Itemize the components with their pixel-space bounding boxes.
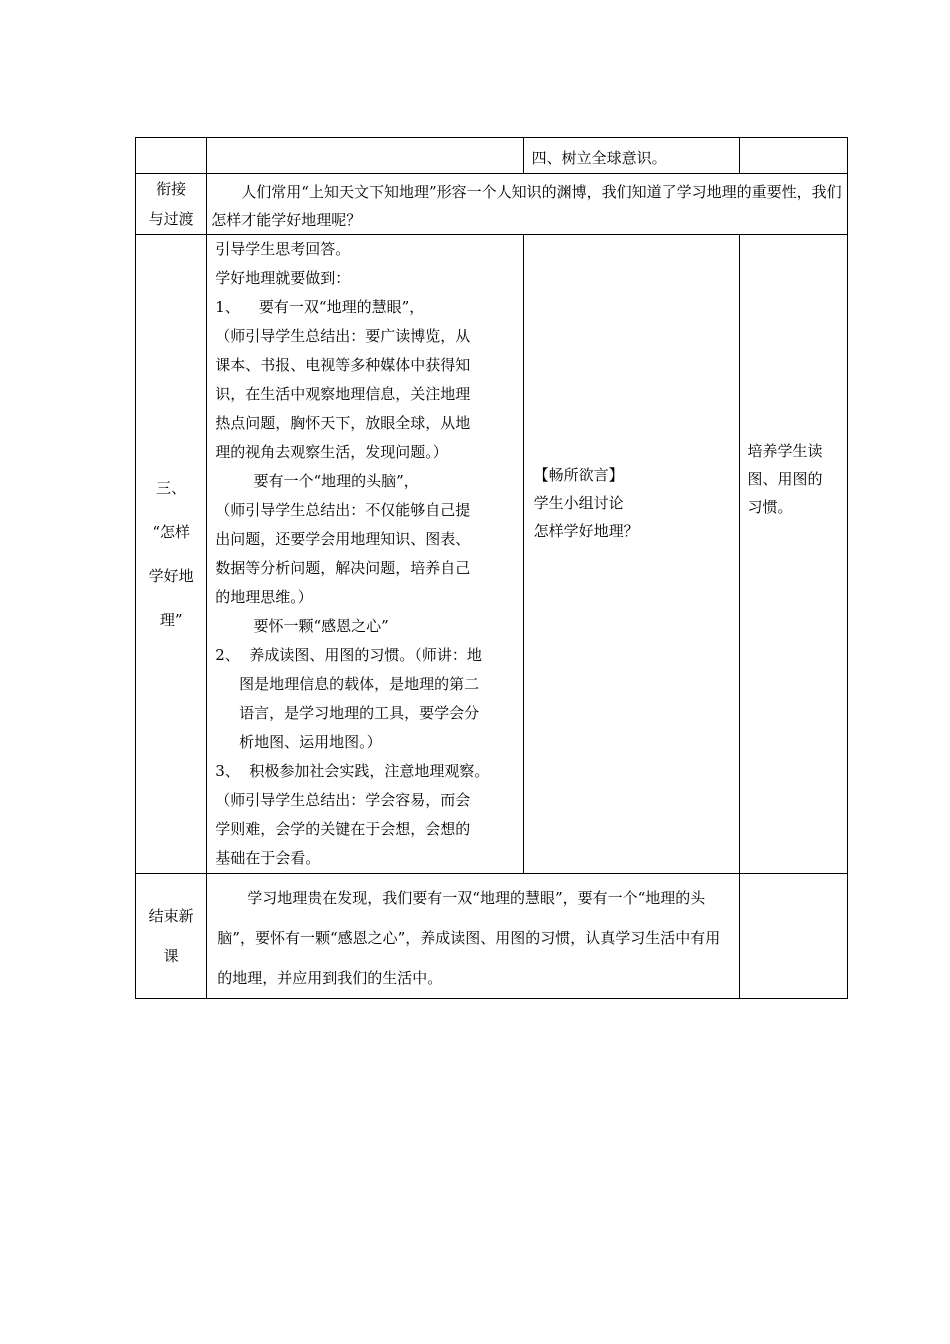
- row3-content-line: 基础在于会看。: [215, 849, 321, 867]
- table-row: [136, 235, 848, 874]
- row3-content-line: 热点问题，胸怀天下，放眼全球，从地: [215, 414, 471, 432]
- row3-content-line: 1、 要有一双“地理的慧眼”，: [215, 298, 425, 316]
- row3-label-cell: [136, 235, 207, 874]
- row3-content-line: 理的视角去观察生活，发现问题。）: [215, 443, 448, 461]
- row1-content-cell: [207, 138, 523, 174]
- row4-label-line: 结束新: [148, 907, 194, 925]
- row3-content-line: 数据等分析问题，解决问题，培养自己: [215, 559, 471, 577]
- row3-intent-cell: [739, 235, 847, 874]
- row3-content-line: 要怀一颗“感恩之心”: [215, 617, 389, 635]
- row3-activity-line: 怎样学好地理？: [533, 522, 639, 540]
- table-row: [136, 174, 848, 235]
- row2-label-line: 与过渡: [148, 210, 194, 228]
- row2-transition-text: 人们常用“上知天文下知地理”形容一个人知识的渊博，我们知道了学习地理的重要性，我们怎样才能学好地理呢？: [211, 183, 842, 229]
- row3-label-line: “怎样: [152, 523, 190, 541]
- row3-content-line: 析地图、运用地图。）: [215, 733, 382, 751]
- row4-summary-cell: [207, 874, 739, 999]
- row3-content-line: 课本、书报、电视等多种媒体中获得知: [215, 356, 471, 374]
- row1-intent-cell: [739, 138, 847, 174]
- table-row: [136, 874, 848, 999]
- row1-label-cell: [136, 138, 207, 174]
- row3-label-line: 学好地: [148, 567, 194, 585]
- row2-label-cell: [136, 174, 207, 235]
- row3-content-line: 要有一个“地理的头脑”，: [215, 472, 419, 490]
- row1-activity-cell: [523, 138, 739, 174]
- row3-content-line: 3、 积极参加社会实践，注意地理观察。: [215, 762, 490, 780]
- row3-content-line: 语言，是学习地理的工具，要学会分: [215, 704, 480, 722]
- row3-intent-line: 培养学生读: [747, 442, 823, 460]
- row3-content-line: （师引导学生总结出：学会容易，而会: [215, 791, 471, 809]
- row3-content-cell: [207, 235, 523, 874]
- row3-content-line: 图是地理信息的载体，是地理的第二: [215, 675, 480, 693]
- row2-transition-cell: [207, 174, 848, 235]
- row3-activity-line: 学生小组讨论: [533, 494, 624, 512]
- row3-content-line: 引导学生思考回答。: [215, 240, 351, 258]
- lesson-plan-table: [135, 137, 848, 999]
- row3-content-line: （师引导学生总结出：不仅能够自己提: [215, 501, 471, 519]
- row3-content-line: 学则难，会学的关键在于会想，会想的: [215, 820, 471, 838]
- row4-label-line: 课: [163, 947, 179, 965]
- row4-summary-text: 学习地理贵在发现，我们要有一双“地理的慧眼”，要有一个“地理的头脑”，要怀有一颗“感恩之心”，养成读图、用图的习惯，认真学习生活中有用的地理，并应用到我们的生活中。: [217, 889, 721, 987]
- row3-content-line: 出问题，还要学会用地理知识、图表、: [215, 530, 471, 548]
- row3-label-line: 理”: [159, 611, 183, 629]
- row4-label-cell: [136, 874, 207, 999]
- row3-activity-line: 【畅所欲言】: [533, 466, 624, 484]
- row3-activity-cell: [523, 235, 739, 874]
- row3-content-line: 2、 养成读图、用图的习惯。（师讲：地: [215, 646, 482, 664]
- row3-content-line: （师引导学生总结出：要广读博览，从: [215, 327, 471, 345]
- row3-intent-line: 图、用图的: [747, 470, 823, 488]
- row3-content-line: 学好地理就要做到：: [215, 269, 351, 287]
- table-row: [136, 138, 848, 174]
- row3-intent-line: 习惯。: [747, 498, 793, 516]
- row4-intent-cell: [739, 874, 847, 999]
- row3-content: [215, 235, 518, 873]
- row1-activity-text: 四、树立全球意识。: [531, 149, 667, 167]
- row3-content-line: 的地理思维。）: [215, 588, 313, 606]
- row3-content-line: 识，在生活中观察地理信息，关注地理: [215, 385, 471, 403]
- row2-label-line: 衔接: [156, 180, 187, 198]
- row3-label-line: 三、: [156, 479, 187, 497]
